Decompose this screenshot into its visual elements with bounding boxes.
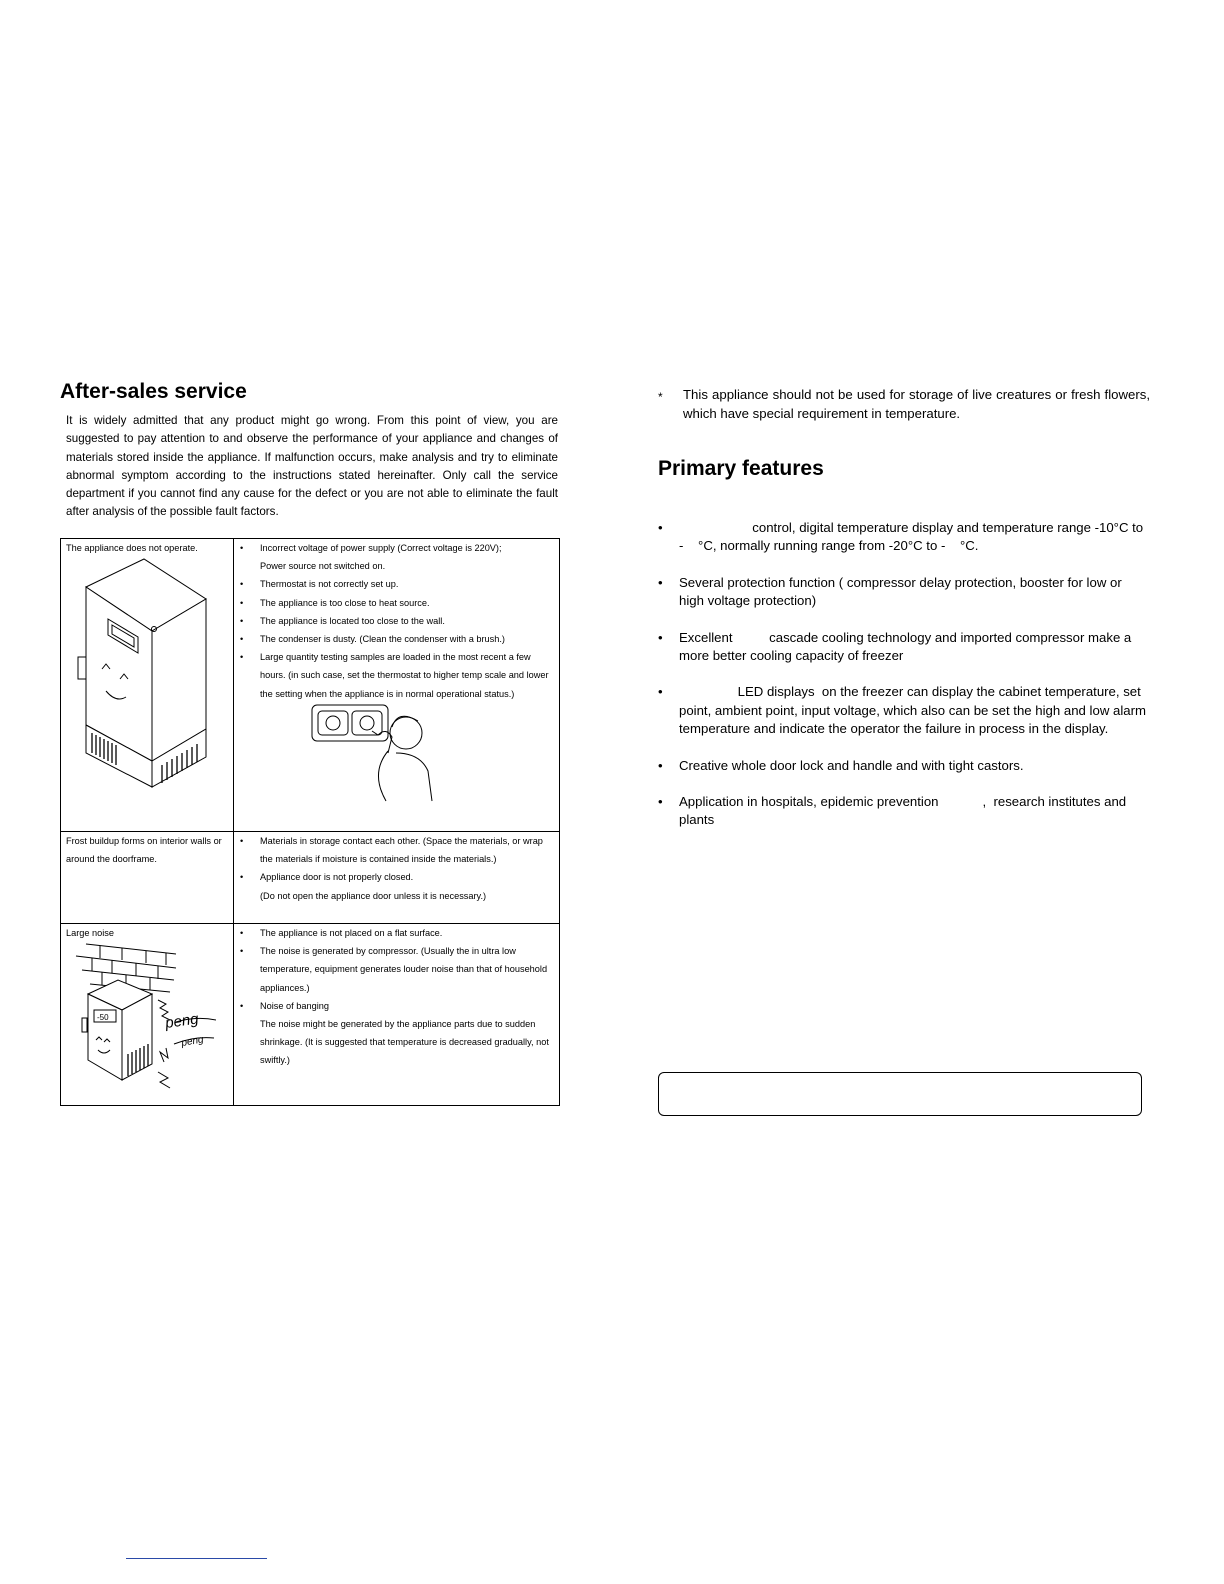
problem-cell xyxy=(61,924,234,1106)
right-page xyxy=(658,386,1150,848)
list-item: • Appliance door is not properly closed. xyxy=(240,868,553,886)
causes-cell xyxy=(234,924,560,1106)
table-row xyxy=(61,924,560,1106)
adjust-thermostat-illustration xyxy=(308,703,458,813)
list-item: • Application in hospitals, epidemic prevention , research institutes and plants xyxy=(658,793,1150,830)
list-item: • Excellent cascade cooling technology and imported compressor make a more better cooling capacity of freezer xyxy=(658,629,1150,666)
list-item: • Materials in storage contact each other. (Space the materials, or wrap the materials if moisture is contained inside the materials.) xyxy=(240,832,553,868)
problem-text: Large noise xyxy=(66,928,115,938)
list-item: • The condenser is dusty. (Clean the condenser with a brush.) xyxy=(240,630,553,648)
empty-note-box xyxy=(658,1072,1142,1116)
list-item: • control, digital temperature display and temperature range -10°C to - °C, normally running range from -20°C to - °C. xyxy=(658,519,1150,556)
causes-list xyxy=(240,924,553,1070)
asterisk-mark: * xyxy=(658,390,663,404)
peng-label: peng xyxy=(164,1010,200,1033)
list-item: The noise might be generated by the appliance parts due to sudden shrinkage. (It is suggested that temperature is decreased gradually, not swiftly.) xyxy=(260,1019,549,1066)
table-row xyxy=(61,832,560,924)
causes-list xyxy=(240,832,553,905)
problem-cell xyxy=(61,832,234,924)
upright-freezer-illustration xyxy=(66,557,216,789)
list-item: • The appliance is located too close to the wall. xyxy=(240,612,553,630)
list-item: • LED displays on the freezer can display the cabinet temperature, set point, ambient point, input voltage, which also can be set the high and low alarm temperature and indicate the operator the failure in process in the display. xyxy=(658,683,1150,738)
after-sales-title: After-sales service xyxy=(60,380,247,403)
primary-features-title: Primary features xyxy=(658,457,824,480)
causes-list xyxy=(240,539,553,703)
list-item: • Thermostat is not correctly set up. xyxy=(240,575,553,593)
list-item: • The appliance is too close to heat source. xyxy=(240,594,553,612)
list-item: • The appliance is not placed on a flat surface. xyxy=(240,924,553,942)
causes-cell xyxy=(234,832,560,924)
banging-noise-illustration xyxy=(66,942,216,1092)
features-list xyxy=(658,519,1150,830)
left-page xyxy=(60,378,560,1066)
list-item: • Creative whole door lock and handle and with tight castors. xyxy=(658,757,1150,775)
list-item: (Do not open the appliance door unless it is necessary.) xyxy=(260,890,487,901)
storage-note xyxy=(658,386,1150,423)
storage-note-text: This appliance should not be used for storage of live creatures or fresh flowers, which have special requirement in temperature. xyxy=(683,387,1150,421)
after-sales-intro: It is widely admitted that any product might go wrong. From this point of view, you are suggested to pay attention to and observe the performance of your appliance and changes of materials stored inside the appliance. If malfunction occurs, make analysis and try to eliminate abnormal symptom according to the instructions stated hereinafter. Only call the service department if you cannot find any cause for the defect or you are not able to eliminate the fault after analysis of the possible fault factors. xyxy=(66,414,558,519)
list-item: • Large quantity testing samples are loaded in the most recent a few hours. (in such case, set the thermostat to higher temp scale and lower the setting when the appliance is in normal operational status.) xyxy=(240,648,553,703)
problem-text: The appliance does not operate. xyxy=(66,543,198,553)
problem-cell xyxy=(61,539,234,832)
list-item: • Several protection function ( compressor delay protection, booster for low or high voltage protection) xyxy=(658,574,1150,611)
list-item: Power source not switched on. xyxy=(260,561,386,572)
list-item: • The noise is generated by compressor. (Usually the in ultra low temperature, equipment generates louder noise than that of household appliances.) xyxy=(240,942,553,997)
causes-cell xyxy=(234,539,560,832)
footer-rule xyxy=(126,1558,267,1559)
list-item: • Incorrect voltage of power supply (Correct voltage is 220V); xyxy=(240,539,553,557)
freezer-display-text: -50 xyxy=(97,1013,109,1023)
list-item: • Noise of banging xyxy=(240,997,553,1015)
peng-label: peng xyxy=(180,1034,205,1050)
problem-text: Frost buildup forms on interior walls or around the doorframe. xyxy=(66,836,222,865)
table-row xyxy=(61,539,560,832)
troubleshooting-table xyxy=(60,538,560,1106)
